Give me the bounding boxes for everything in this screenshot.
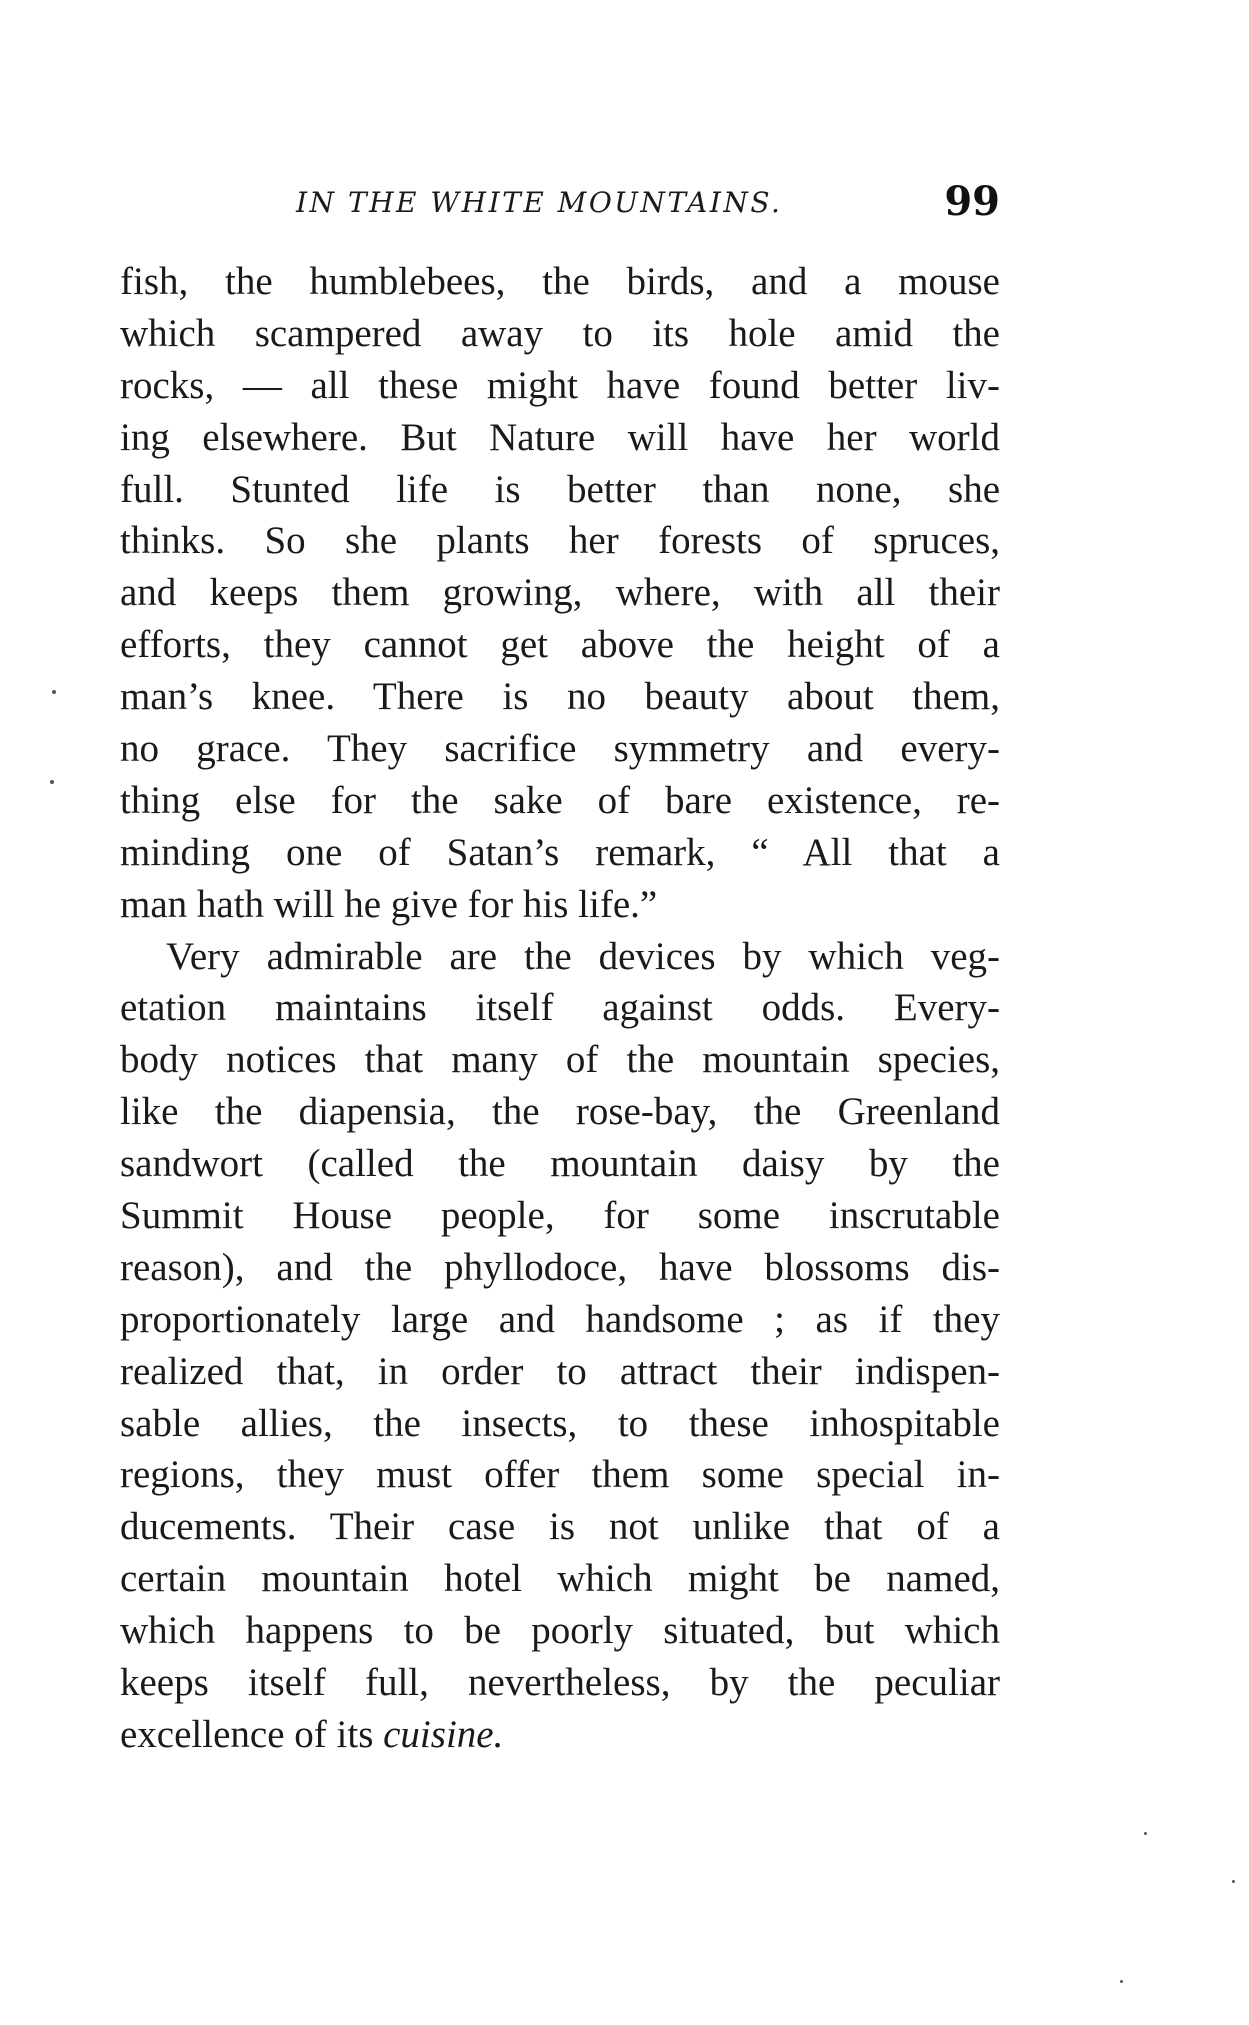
text-line: fish, the humblebees, the birds, and a mouse — [120, 260, 1000, 303]
text-line: thing else for the sake of bare existence, re- — [120, 778, 1000, 822]
paper-speck — [1144, 1832, 1147, 1835]
text-line: ducements. Their case is not unlike that of a — [120, 1505, 1000, 1549]
paper-speck — [1232, 1880, 1235, 1883]
running-title: IN THE WHITE MOUNTAINS. — [296, 186, 783, 219]
text-line: body notices that many of the mountain species, — [120, 1038, 1000, 1082]
paragraph-start-line: Very admirable are the devices by which veg- — [166, 934, 1000, 978]
paper-speck — [52, 690, 56, 694]
body-text — [120, 256, 1000, 1761]
text-line: which happens to be poorly situated, but which — [120, 1609, 1000, 1653]
text-line: efforts, they cannot get above the height of a — [120, 623, 1000, 667]
text-line: certain mountain hotel which might be named, — [120, 1557, 1000, 1601]
text-line: sable allies, the insects, to these inhospitable — [120, 1401, 1000, 1445]
text-line: full. Stunted life is better than none, she — [120, 467, 1000, 511]
text-line: keeps itself full, nevertheless, by the peculiar — [120, 1661, 1000, 1705]
text-line: proportionately large and handsome ; as if they — [120, 1297, 1000, 1341]
italic-word: cuisine. — [383, 1712, 504, 1756]
page-number: 99 — [944, 178, 1000, 225]
text-line: and keeps them growing, where, with all their — [120, 571, 1000, 615]
text-line: etation maintains itself against odds. Every- — [120, 986, 1000, 1030]
text-line: sandwort (called the mountain daisy by the — [120, 1142, 1000, 1186]
text-line: which scampered away to its hole amid the — [120, 311, 1000, 355]
text-line: Summit House people, for some inscrutable — [120, 1194, 1000, 1238]
text-line: like the diapensia, the rose-bay, the Greenland — [120, 1090, 1000, 1134]
text-line: ing elsewhere. But Nature will have her world — [120, 415, 1000, 459]
text-line: no grace. They sacrifice symmetry and every- — [120, 727, 1000, 771]
paper-speck — [50, 780, 54, 784]
paper-speck — [1120, 1980, 1123, 1983]
text-line: regions, they must offer them some special in- — [120, 1453, 1000, 1497]
final-line-text: excellence of its — [120, 1712, 384, 1756]
text-line: man’s knee. There is no beauty about them, — [120, 675, 1000, 719]
running-head — [120, 178, 1000, 228]
text-line: minding one of Satan’s remark, “ All that a — [120, 830, 1000, 874]
paragraph-end-line: man hath will he give for his life.” — [120, 882, 658, 926]
text-line: rocks, — all these might have found better liv- — [120, 363, 1000, 407]
text-line: thinks. So she plants her forests of spruces, — [120, 519, 1000, 563]
paragraph-end-line — [120, 1709, 1000, 1761]
text-line: reason), and the phyllodoce, have blossoms dis- — [120, 1245, 1000, 1289]
text-line: realized that, in order to attract their indispen- — [120, 1349, 1000, 1393]
